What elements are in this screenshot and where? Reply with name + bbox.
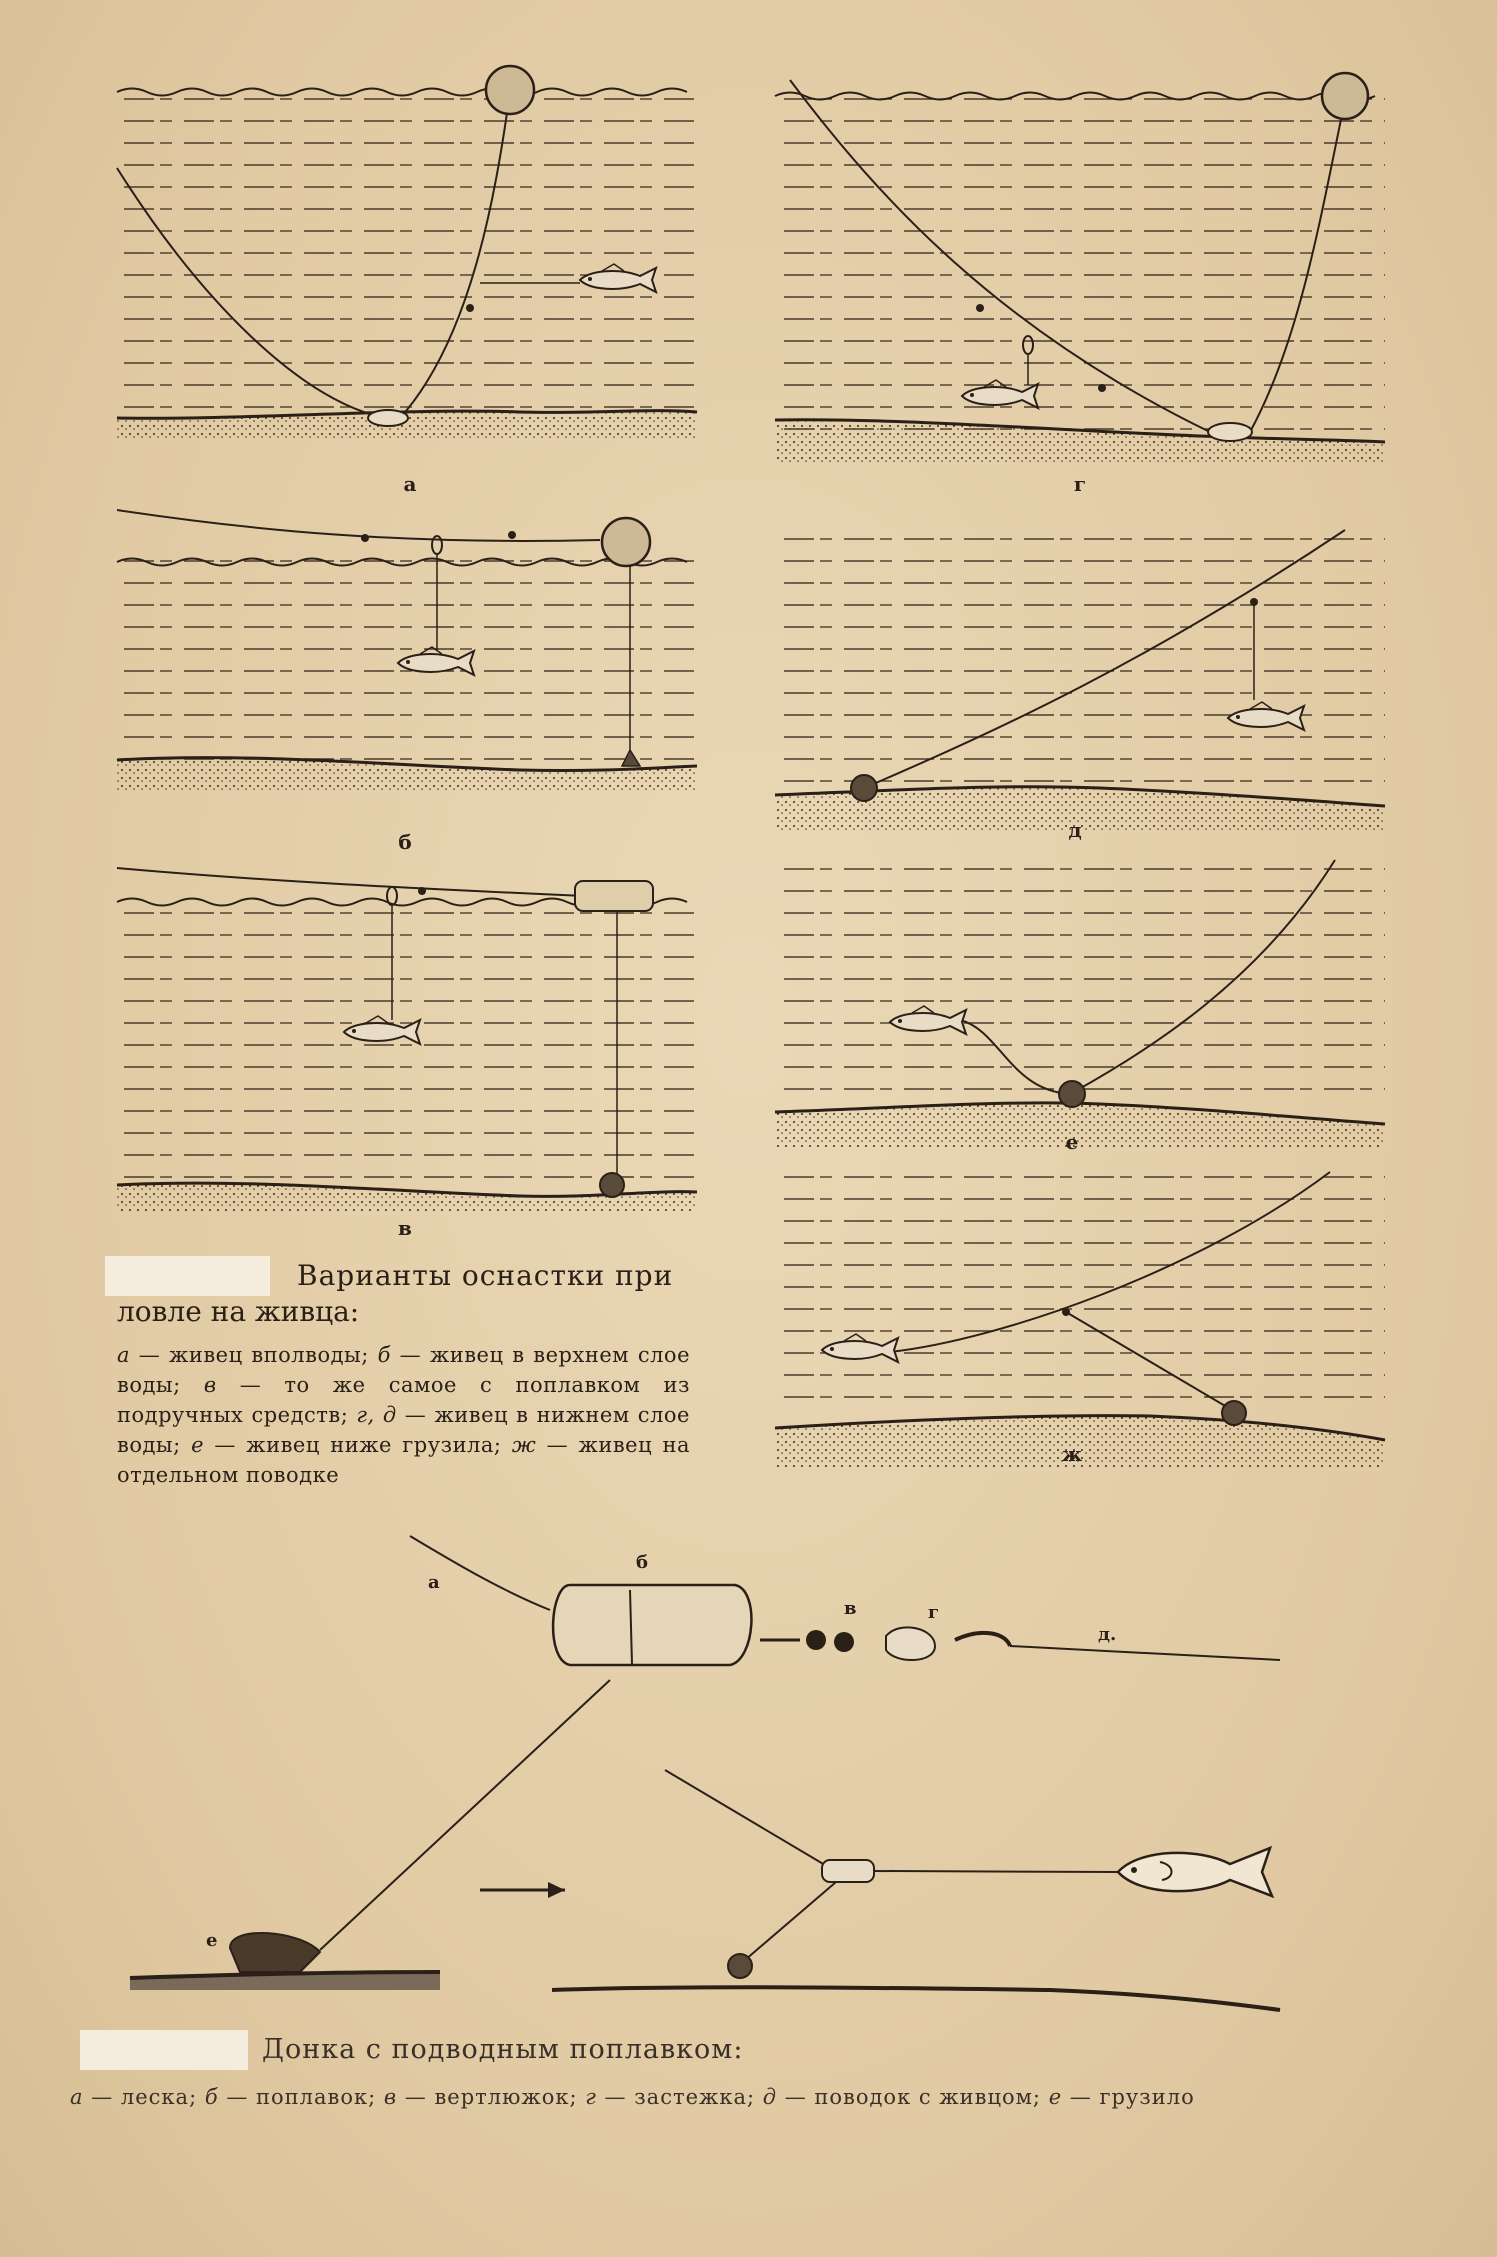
donka-label-g: г xyxy=(928,1602,940,1623)
figure-label-v: в xyxy=(398,1216,412,1240)
panel-g xyxy=(775,73,1385,465)
figure-label-e: е xyxy=(1065,1130,1079,1154)
figure-label-d: д xyxy=(1068,818,1082,842)
caption1-item-v: в — то же самое с поплавком из подручных средств; xyxy=(117,1373,690,1427)
figure-label-a: а xyxy=(403,472,417,496)
caption2-item-d: д — поводок с живцом; xyxy=(762,2085,1049,2109)
figure-label-b: б xyxy=(398,830,412,854)
caption2-item-b: б — поплавок; xyxy=(204,2085,384,2109)
caption1-item-e: е — живец ниже грузила; xyxy=(191,1433,512,1457)
caption1-title-line1: Варианты оснастки при xyxy=(297,1259,674,1292)
donka-diagram xyxy=(130,1536,1280,2010)
panel-d xyxy=(775,530,1385,830)
panel-a xyxy=(117,66,697,440)
donka-label-d: д. xyxy=(1098,1624,1117,1645)
donka-label-b: б xyxy=(636,1552,649,1573)
panel-zh xyxy=(775,1165,1385,1468)
caption2-title: Донка с подводным поплавком: xyxy=(262,2034,744,2065)
caption1-item-b: б — живец в верхнем слое воды; xyxy=(117,1343,690,1397)
caption2-item-v: в — вертлюжок; xyxy=(383,2085,586,2109)
donka-label-a: а xyxy=(428,1572,440,1593)
caption1-body xyxy=(117,1340,690,1490)
figure-label-zh: ж xyxy=(1061,1442,1083,1466)
panel-v xyxy=(117,868,697,1212)
panel-e xyxy=(775,860,1385,1148)
figure-label-g: г xyxy=(1073,472,1087,496)
caption1-item-zh: ж — живец на отдельном поводке xyxy=(117,1433,690,1487)
whiteout-box-2 xyxy=(80,2030,248,2070)
caption2-body xyxy=(70,2082,1395,2112)
panel-b xyxy=(117,510,697,792)
caption2-item-a: а — леска; xyxy=(70,2085,205,2109)
caption1-item-gd: г, д — живец в нижнем слое воды; xyxy=(117,1403,690,1457)
caption1-title-line2: ловле на живца: xyxy=(117,1295,360,1328)
donka-label-e: е xyxy=(206,1930,218,1951)
caption2-item-g: г — застежка; xyxy=(585,2085,763,2109)
caption1-item-a: а — живец вполводы; xyxy=(117,1343,378,1367)
caption2-item-e: е — грузило xyxy=(1048,2085,1195,2109)
donka-label-v: в xyxy=(844,1598,857,1619)
whiteout-box-1 xyxy=(105,1256,270,1296)
